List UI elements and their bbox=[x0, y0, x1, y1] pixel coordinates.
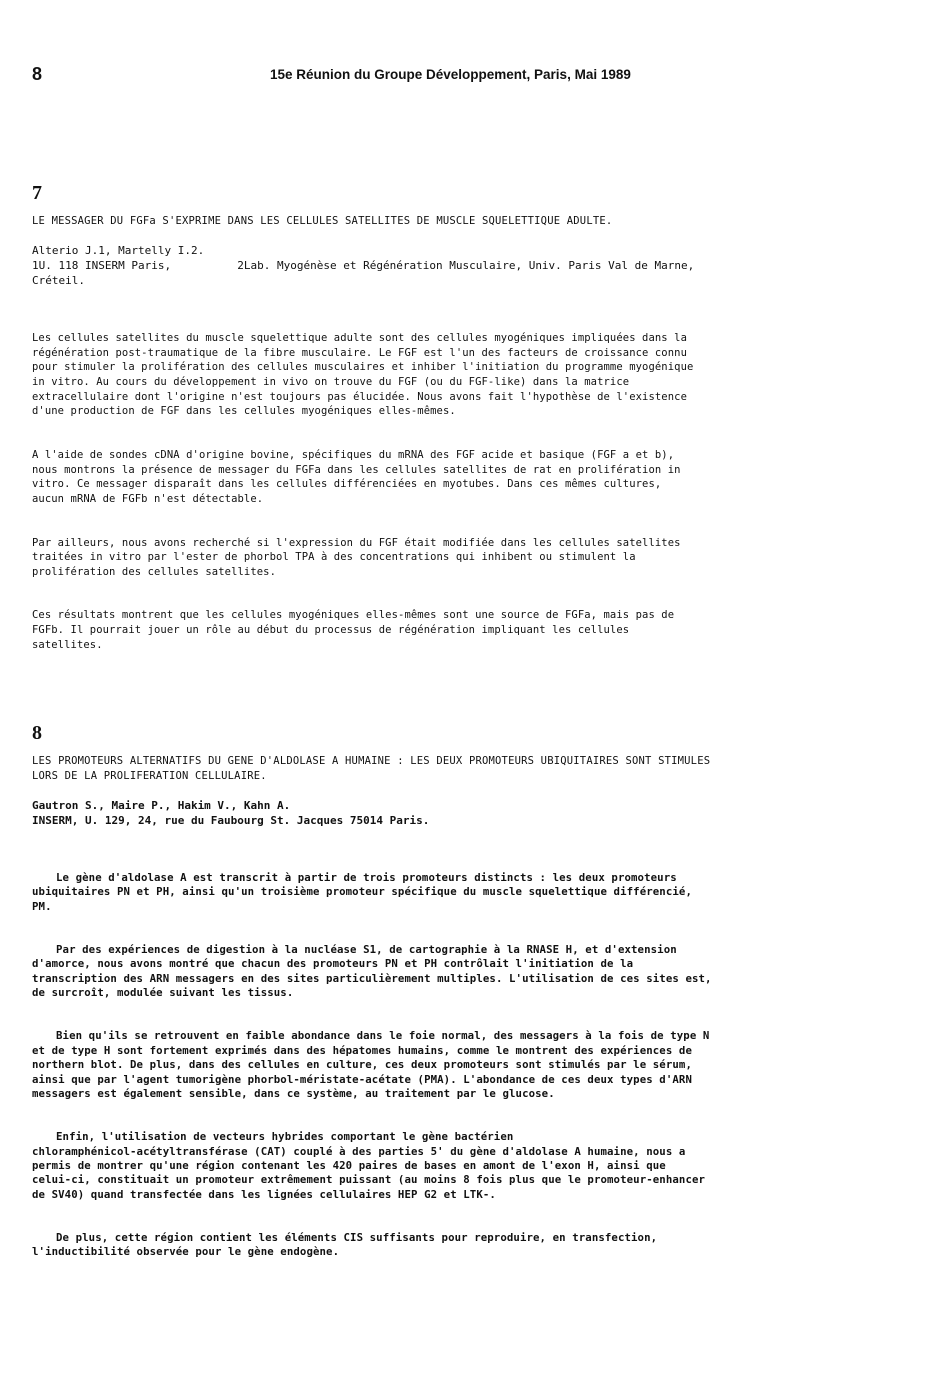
abstract-paragraph: Les cellules satellites du muscle squelettique adulte sont des cellules myogéniques impliquées dans la régénération post-traumatique de la fibre musculaire. Le FGF est l'un des facteurs de croissance connu pour stimuler la prolifération des cellules musculaires et inhiber l'initiation du programme myogénique in vitro. Au cours du développement in vivo on trouve du FGF (ou du FGF-like) dans la matrice extracellulaire dont l'origine n'est toujours pas élucidée. Nous avons fait l'hypothèse de l'existence d'une production de FGF dans les cellules myogéniques elles-mêmes. bbox=[32, 332, 694, 418]
abstract-affiliation: 1U. 118 INSERM Paris, 2Lab. Myogénèse et Régénération Musculaire, Univ. Paris Val de Marne, bbox=[32, 259, 695, 272]
page-header bbox=[32, 64, 912, 88]
abstract-body bbox=[32, 842, 912, 1289]
abstract-8 bbox=[32, 722, 912, 1289]
abstract-number: 8 bbox=[32, 722, 42, 744]
abstract-authors: Alterio J.1, Martelly I.2. bbox=[32, 244, 205, 257]
abstract-paragraph: Bien qu'ils se retrouvent en faible abondance dans le foie normal, des messagers à la fois de type N et de type H sont fortement exprimés dans des hépatomes humains, comme le montrent des expériences de northern blot. De plus, dans des cellules en culture, ces deux promoteurs sont stimulés par le sérum, ainsi que par l'agent tumorigène phorbol-méristate-acétate (PMA). L'abondance de ces deux types d'ARN messagers est également sensible, dans ce système, au traitement par le glucose. bbox=[32, 1029, 710, 1100]
abstract-paragraph: Le gène d'aldolase A est transcrit à partir de trois promoteurs distincts : les deux promoteurs ubiquitaires PN et PH, ainsi qu'un troisième promoteur spécifique du muscle squelettique différencié, PM. bbox=[32, 870, 692, 913]
abstract-7 bbox=[32, 182, 912, 681]
abstract-paragraph: A l'aide de sondes cDNA d'origine bovine, spécifiques du mRNA des FGF acide et basique (FGF a et b), nous montrons la présence de messager du FGFa dans les cellules satellites de rat en prolifération in vitro. Ce messager disparaît dans les cellules différenciées en myotubes. Dans ces mêmes cultures, aucun mRNA de FGFb n'est détectable. bbox=[32, 448, 681, 505]
abstract-paragraph: De plus, cette région contient les éléments CIS suffisants pour reproduire, en transfection, l'inductibilité observée pour le gène endogène. bbox=[32, 1230, 658, 1259]
abstract-affiliation-continued: Créteil. bbox=[32, 274, 85, 287]
abstract-paragraph: Par ailleurs, nous avons recherché si l'expression du FGF était modifiée dans les cellules satellites traitées in vitro par l'ester de phorbol TPA à des concentrations qui inhibent ou stimulent la prolifération des cellules satellites. bbox=[32, 536, 681, 578]
abstract-paragraph: Ces résultats montrent que les cellules myogéniques elles-mêmes sont une source de FGFa, mais pas de FGFb. Il pourrait jouer un rôle au début du processus de régénération impliquant les cellules satellites. bbox=[32, 609, 675, 651]
abstract-paragraph: Par des expériences de digestion à la nucléase S1, de cartographie à la RNASE H, et d'extension d'amorce, nous avons montré que chacun des promoteurs PN et PH contrôlait l'initiation de la transcription des ARN messagers en des sites particulièrement multiples. L'utilisation de ces sites est, de surcroît, modulée suivant les tissus. bbox=[32, 942, 712, 1000]
abstract-authors: Gautron S., Maire P., Hakim V., Kahn A. bbox=[32, 799, 291, 812]
running-title: 15e Réunion du Groupe Développement, Paris, Mai 1989 bbox=[270, 67, 631, 82]
abstract-paragraph: Enfin, l'utilisation de vecteurs hybrides comportant le gène bactérien chloramphénicol-acétyltransférase (CAT) couplé à des parties 5' du gène d'aldolase A humaine, nous a permis de montrer qu'une région contenant les 420 paires de bases en amont de l'exon H, ainsi que celui-ci, constituait un promoteur extrêmement puissant (au moins 8 fois plus que le promoteur-enhancer de SV40) quand transfectée dans les lignées cellulaires HEP G2 et LTK-. bbox=[32, 1130, 706, 1201]
abstract-affiliation: INSERM, U. 129, 24, rue du Faubourg St. Jacques 75014 Paris. bbox=[32, 814, 430, 827]
abstract-body bbox=[32, 302, 912, 681]
abstract-title: LE MESSAGER DU FGFa S'EXPRIME DANS LES CELLULES SATELLITES DE MUSCLE SQUELETTIQUE ADULTE. bbox=[32, 215, 613, 227]
page-number: 8 bbox=[32, 64, 43, 84]
abstract-title: LES PROMOTEURS ALTERNATIFS DU GENE D'ALDOLASE A HUMAINE : LES DEUX PROMOTEURS UBIQUITAIRES SONT STIMULES LORS DE LA PROLIFERATION CELLULAIRE. bbox=[32, 755, 711, 782]
abstract-number: 7 bbox=[32, 182, 42, 204]
